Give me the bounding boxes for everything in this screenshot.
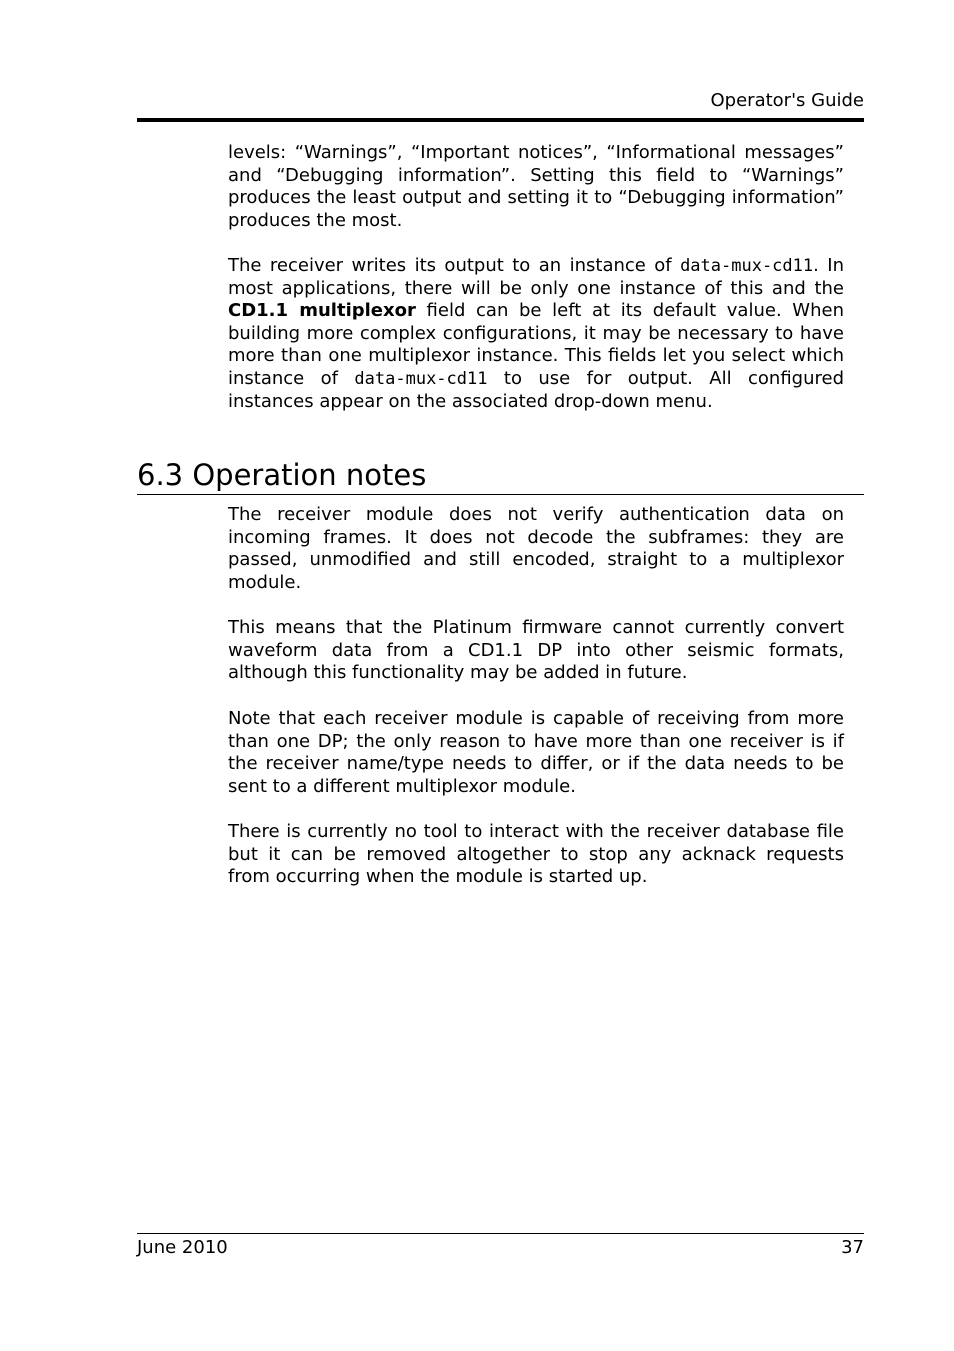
- text-run: field can be left at its default value. When building more complex configurations, it may be necessary to have more than one multiplexor instance. This fields let you select which instance of: [228, 300, 844, 389]
- page-footer: [137, 1233, 864, 1262]
- paragraph-receiver-output: [228, 255, 844, 413]
- paragraph-authentication: [228, 504, 844, 594]
- footer-date: June 2010: [137, 1237, 228, 1258]
- field-name-cd11-multiplexor: CD1.1 multiplexor: [228, 300, 416, 322]
- paragraph-text: Note that each receiver module is capable of receiving from more than one DP; the only reason to have more than one receiver is if the receiver name/type needs to differ, or if the data needs to be sent to a different multiplexor module.: [228, 708, 844, 797]
- header-title: Operator's Guide: [710, 90, 864, 111]
- paragraph-firmware: [228, 617, 844, 685]
- page-header: [137, 88, 864, 122]
- paragraph-logging-levels: [228, 142, 844, 232]
- code-data-mux-cd11: data-mux-cd11: [354, 368, 488, 389]
- paragraph-text: levels: “Warnings”, “Important notices”, “Informational messages” and “Debugging information”. Setting this field to “Warnings” produces the least output and setting it to “Debugging information” produces the most.: [228, 142, 844, 231]
- paragraph-text: [228, 255, 844, 413]
- page-number: 37: [841, 1237, 864, 1258]
- paragraph-text: There is currently no tool to interact with the receiver database file but it can be removed altogether to stop any acknack requests from occurring when the module is started up.: [228, 821, 844, 888]
- paragraph-text: The receiver module does not verify authentication data on incoming frames. It does not decode the subframes: they are passed, unmodified and still encoded, straight to a multiplexor module.: [228, 504, 844, 593]
- section-heading: 6.3 Operation notes: [137, 456, 864, 495]
- text-run: to use for output. All configured instances appear on the associated drop-down menu.: [228, 367, 844, 412]
- paragraph-text: This means that the Platinum firmware cannot currently convert waveform data from a CD1.1 DP into other seismic formats, although this functionality may be added in future.: [228, 617, 844, 684]
- text-run: The receiver writes its output to an instance of: [228, 255, 681, 276]
- paragraph-database-file: [228, 821, 844, 889]
- text-run: . In most applications, there will be only one instance of this and the: [228, 255, 844, 299]
- code-data-mux-cd11: data-mux-cd11: [680, 256, 814, 276]
- paragraph-multiple-receivers: [228, 708, 844, 798]
